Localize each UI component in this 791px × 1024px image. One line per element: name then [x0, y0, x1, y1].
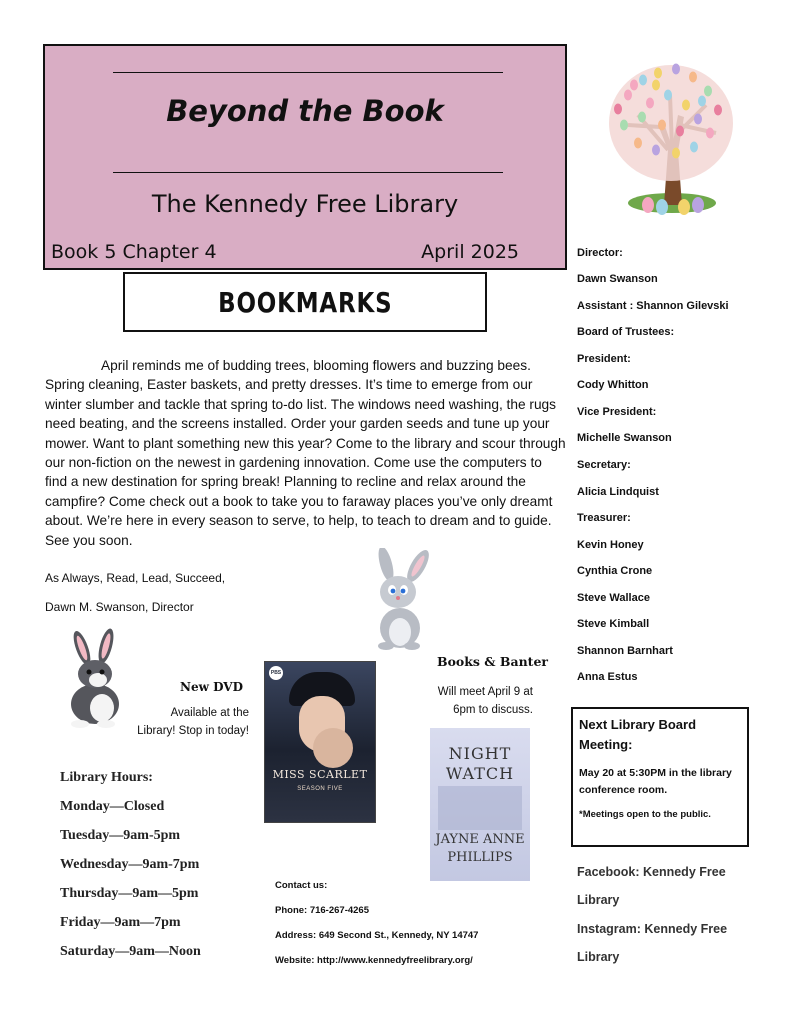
issue-date: April 2025: [421, 241, 519, 263]
new-dvd-text-line: Library! Stop in today!: [137, 725, 249, 737]
instagram-text-cont: Library: [577, 950, 620, 964]
egg: [682, 100, 690, 111]
books-banter-line: Will meet April 9 at: [437, 686, 533, 698]
facebook-text: Facebook: Kennedy Free: [577, 865, 726, 879]
book-author-line: JAYNE ANNE: [435, 832, 525, 847]
board-member: Shannon Barnhart: [577, 645, 673, 657]
hours-line: Saturday—9am—Noon: [60, 944, 201, 959]
contact-website[interactable]: Website: http://www.kennedyfreelibrary.org/: [275, 955, 473, 966]
section-title-box: [123, 272, 487, 332]
egg: [646, 98, 654, 109]
contact-address: Address: 649 Second St., Kennedy, NY 14747: [275, 930, 479, 941]
egg: [658, 120, 666, 131]
egg: [624, 90, 632, 101]
book-title-line: NIGHT: [448, 744, 512, 763]
treasurer-label: Treasurer:: [577, 512, 631, 524]
vp-label: Vice President:: [577, 406, 657, 418]
vp-name: Michelle Swanson: [577, 432, 672, 444]
hours-title: Library Hours:: [60, 770, 153, 785]
facebook-text-cont: Library: [577, 893, 620, 907]
contact-phone: Phone: 716-267-4265: [275, 905, 369, 916]
dvd-cover-season: SEASON FIVE: [297, 786, 343, 792]
egg: [620, 120, 628, 131]
masthead-rule-top: [113, 72, 503, 73]
egg: [676, 126, 684, 137]
egg: [689, 72, 697, 83]
new-dvd-text-line: Available at the: [170, 707, 249, 719]
hours-line: Monday—Closed: [60, 799, 165, 814]
egg: [652, 145, 660, 156]
instagram-text: Instagram: Kennedy Free: [577, 922, 728, 936]
letter-body: [45, 356, 567, 550]
new-dvd-text: [125, 704, 249, 740]
book-cover-image: [430, 728, 530, 881]
books-banter-text: [420, 683, 533, 719]
egg: [654, 68, 662, 79]
egg: [706, 128, 714, 139]
egg: [652, 80, 660, 91]
book-title-line: WATCH: [445, 764, 515, 783]
dvd-cover-title: MISS SCARLET: [272, 768, 368, 781]
hours-line: Wednesday—9am-7pm: [60, 857, 200, 872]
egg: [639, 75, 647, 86]
books-banter-title: Books & Banter: [437, 654, 548, 669]
egg: [704, 86, 712, 97]
masthead: [43, 44, 567, 270]
issue-label: Book 5 Chapter 4: [51, 241, 217, 263]
section-title: BOOKMARKS: [217, 286, 393, 319]
egg: [638, 112, 646, 123]
contact-title: Contact us:: [275, 880, 328, 891]
president-name: Cody Whitton: [577, 379, 649, 391]
board-label: Board of Trustees:: [577, 326, 675, 338]
egg: [690, 142, 698, 153]
library-name: The Kennedy Free Library: [151, 190, 459, 218]
book-author-line: PHILLIPS: [447, 850, 513, 865]
egg: [664, 90, 672, 101]
board-member: Steve Wallace: [577, 592, 650, 604]
pbs-logo: PBS: [269, 666, 283, 680]
board-meeting-title: Next Library Board Meeting:: [579, 717, 697, 752]
board-meeting-box: [571, 707, 749, 847]
new-dvd-title: New DVD: [180, 680, 244, 694]
board-member: Anna Estus: [577, 671, 638, 683]
board-member: Cynthia Crone: [577, 565, 653, 577]
newsletter-title: Beyond the Book: [166, 94, 444, 128]
egg: [634, 138, 642, 149]
hours-line: Thursday—9am—5pm: [60, 886, 199, 901]
books-banter-line: 6pm to discuss.: [453, 704, 533, 716]
secretary-name: Alicia Lindquist: [577, 486, 659, 498]
egg: [694, 114, 702, 125]
bunny-cartoon-image: [366, 548, 434, 650]
board-meeting-details: May 20 at 5:30PM in the library conference room.: [579, 767, 732, 796]
letter-signature: Dawn M. Swanson, Director: [45, 600, 194, 614]
president-label: President:: [577, 353, 631, 365]
secretary-label: Secretary:: [577, 459, 631, 471]
egg: [630, 80, 638, 91]
hours-line: Friday—9am—7pm: [60, 915, 181, 930]
egg: [698, 96, 706, 107]
egg: [672, 148, 680, 159]
director-name: Dawn Swanson: [577, 273, 658, 285]
egg: [614, 104, 622, 115]
board-member: Kevin Honey: [577, 539, 644, 551]
egg: [672, 64, 680, 75]
hours-line: Tuesday—9am-5pm: [60, 828, 181, 843]
director-label: Director:: [577, 247, 623, 259]
board-member: Steve Kimball: [577, 618, 650, 630]
letter-closing: As Always, Read, Lead, Succeed,: [45, 571, 226, 585]
rabbit-image: [62, 626, 128, 728]
dvd-cover-image: [264, 661, 376, 823]
board-meeting-note: *Meetings open to the public.: [579, 809, 711, 820]
masthead-rule-bottom: [113, 172, 503, 173]
easter-tree-image: [598, 55, 744, 220]
letter-paragraph: April reminds me of budding trees, blooming flowers and buzzing bees. Spring cleaning, Easter baskets, and pretty dresses. It’s time to emerge from our winter slumber and tackle that spring to-do list. The windows need washing, the rugs need beating, and the screens installed. Order your garden seeds and tune up your mower. Want to plant something new this year? Come to the library and scour through our non-fiction on the newest in gardening innovation. Come use the computers to find a new destination for spring break! Planning to recline and relax around the campfire? Come check out a book to take you to faraway places you’ve only dreamt about. We’re here in every season to serve, to help, to teach to dream and to guide. See you soon.: [45, 358, 566, 548]
egg: [714, 105, 722, 116]
assistant-name: Assistant : Shannon Gilevski: [577, 300, 729, 312]
